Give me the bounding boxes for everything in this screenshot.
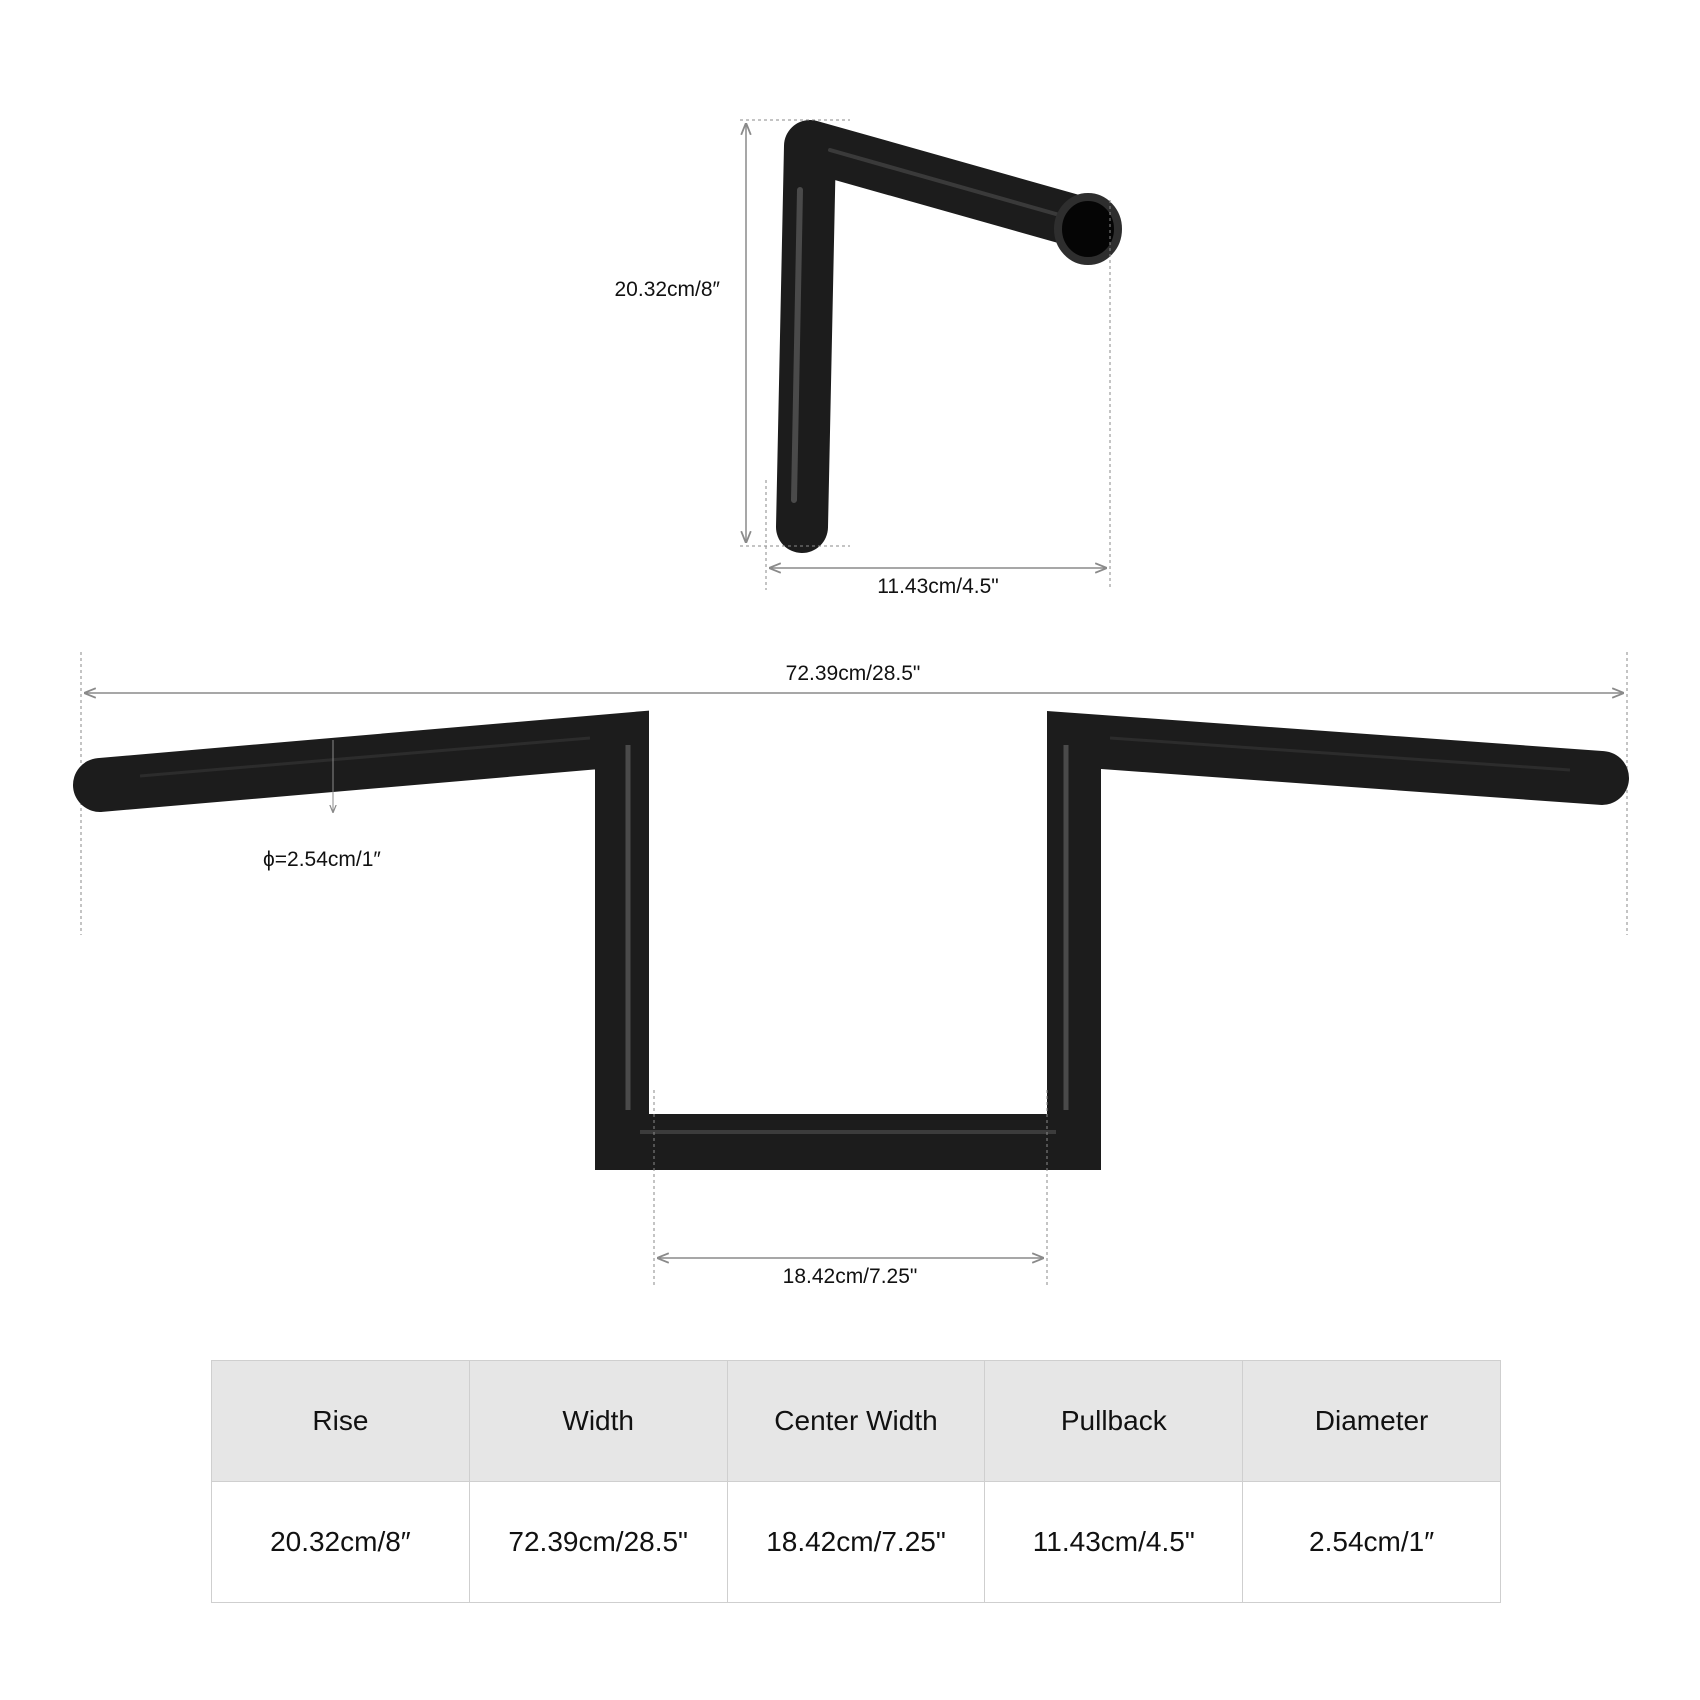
header-diameter: Diameter	[1243, 1361, 1501, 1482]
header-center-width: Center Width	[727, 1361, 985, 1482]
front-view-handlebar	[100, 738, 1602, 1170]
pullback-label: 11.43cm/4.5"	[877, 575, 999, 598]
value-rise: 20.32cm/8″	[212, 1482, 470, 1603]
tube-end-opening	[1058, 197, 1118, 261]
side-view-handlebar	[794, 146, 1118, 527]
center-width-label: 18.42cm/7.25"	[782, 1265, 918, 1288]
diameter-label: ϕ=2.54cm/1″	[263, 848, 381, 871]
value-diameter: 2.54cm/1″	[1243, 1482, 1501, 1603]
header-rise: Rise	[212, 1361, 470, 1482]
value-width: 72.39cm/28.5"	[469, 1482, 727, 1603]
rise-label: 20.32cm/8″	[614, 278, 720, 301]
value-center-width: 18.42cm/7.25"	[727, 1482, 985, 1603]
header-pullback: Pullback	[985, 1361, 1243, 1482]
width-label: 72.39cm/28.5"	[785, 662, 921, 685]
value-pullback: 11.43cm/4.5"	[985, 1482, 1243, 1603]
header-width: Width	[469, 1361, 727, 1482]
spec-value-row	[212, 1482, 1501, 1603]
spec-table	[211, 1360, 1501, 1603]
spec-header-row	[212, 1361, 1501, 1482]
